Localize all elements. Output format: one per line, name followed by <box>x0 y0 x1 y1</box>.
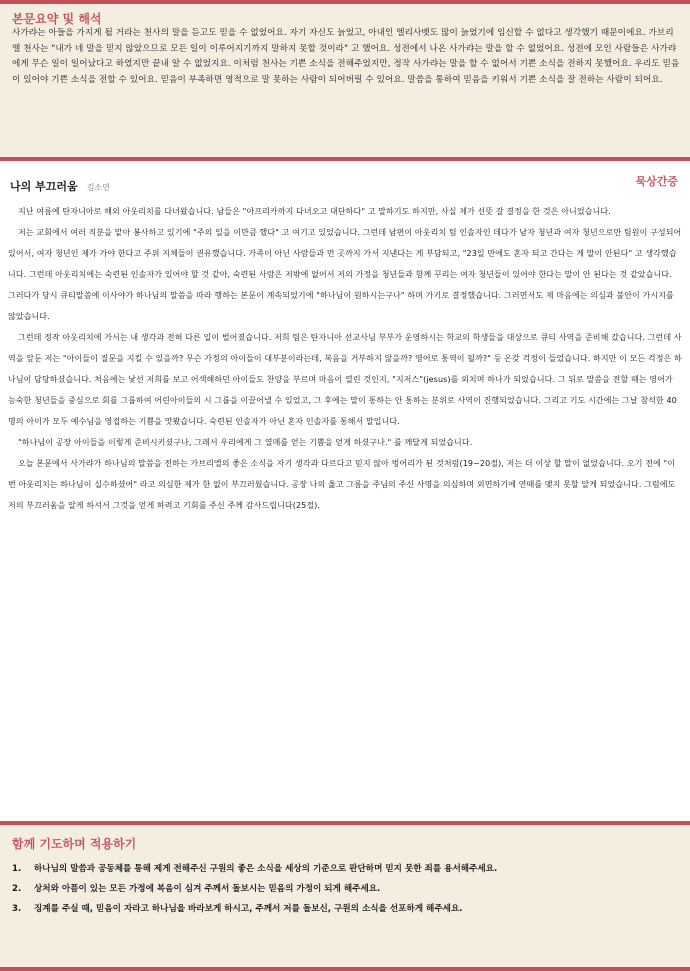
prayer-title: 함께 기도하며 적용하기 <box>12 837 137 851</box>
prayer-item <box>12 899 680 919</box>
prayer-item-text: 하나님의 말씀과 공동체를 통해 제게 전해주신 구원의 좋은 소식을 세상의 기준으로 판단하며 믿지 못한 죄를 용서해주세요. <box>34 864 498 874</box>
meditation-header <box>10 175 110 194</box>
meditation-paragraph: "하나님이 공장 아이들을 이렇게 준비시키셨구나, 그래서 우리에게 그 열매를 얻는 기쁨을 얻게 하셨구나." 를 깨달게 되었습니다. <box>18 438 473 447</box>
meditation-author: 김소연 <box>86 183 110 192</box>
prayer-list <box>12 859 680 919</box>
meditation-paragraph: 지난 여름에 탄자니아로 해외 아웃리치를 다녀왔습니다. 남들은 "아프리카까지 다녀오고 대단하다" 고 말하기도 하지만, 사실 제가 선뜻 갈 결정을 한 것은 아니었습니다. <box>18 207 611 216</box>
meditation-section <box>0 161 690 821</box>
prayer-item-number: 3. <box>12 904 22 914</box>
prayer-item-number: 2. <box>12 884 22 894</box>
summary-section <box>0 4 690 157</box>
summary-title: 본문요약 및 해석 <box>12 12 102 26</box>
bottom-divider <box>0 967 690 971</box>
meditation-paragraph: 그런데 정작 아웃리치에 가서는 내 생각과 전혀 다른 일이 벌어졌습니다. 저희 팀은 탄자니아 선교사님 부부가 운영하시는 학교의 학생들을 대상으로 큐티 사역을 준비해 갔습니다. 그런데 사역을 앞둔 저는 "아이들이 질문을 지킬 수 있을까? 무슨 가정의 아이들이 대부분이라는데, 복음을 거부하지 않을까? 영어로 통역이 될까?" 등 온갖 걱정이 들었습니다. 하지만 이 모든 걱정은 하나님이 담당하셨습니다. 처음에는 낯선 저희를 보고 어색해하던 아이들도 찬양을 부르며 마음이 열린 것인지, "지저스"(jesus)를 외치며 하나가 되었습니다. 그 뒤로 말씀을 전할 때는 영어가 능숙한 청년들을 중심으로 회를 그룹하여 어린아이들의 시 그룹을 이끌어낼 수 있었고, 그 후에는 말이 통하는 안 통하는 분위로 사역이 진행되었습니다. 그리고 기도 시간에는 그날 참석한 40명의 아이가 모두 예수님을 영접하는 기쁨을 맛봤습니다. 숙련된 인솔자가 아닌 혼자 인솔자를 통해서 말입니다. <box>8 333 682 426</box>
meditation-category: 묵상간증 <box>635 175 678 188</box>
summary-text: 사가랴는 아들을 가지게 될 거라는 천사의 말을 듣고도 믿을 수 없었어요. 자기 자신도 늙었고, 아내인 엘리사벳도 많이 늙었기에 임신할 수 없다고 생각했기 때문이에요. 가브리엘 천사는 "내가 네 말을 믿지 않았으므로 모든 일이 이루어지기까지 말하지 못할 것이라" 고 했어요. 성전에서 나온 사가랴는 말을 할 수 없었어요. 성전에 모인 사람들은 사가랴에게 무슨 일이 일어났다고 하였지만 끝내 알 수 없었지요. 이처럼 천사는 기쁜 소식을 전해주었지만, 정작 사가랴는 말을 할 수 없어서 기쁜 소식을 전하지 못했어요. 우리도 믿음이 있어야 기쁜 소식을 전할 수 있어요. 믿음이 부족하면 영적으로 말 못하는 사람이 되어버릴 수 있어요. 말씀을 통하여 믿음을 키워서 기쁜 소식을 잘 전하는 사람이 되어요. <box>12 28 680 85</box>
meditation-paragraph: 오늘 본문에서 사가랴가 하나님의 말씀을 전하는 가브리엘의 좋은 소식을 자기 생각과 다르다고 믿지 않아 벙어리가 된 것처럼(19~20절), 저는 더 이상 할 말이 없었습니다. 오기 전에 "이번 아웃리치는 하나님이 실수하셨어" 라고 의심한 제가 한 없이 부끄러웠습니다. 공장 나의 옳고 그름을 주님의 주신 사명을 의심하며 외면하기에 연때를 맺지 못할 알게 되었습니다. 그럼에도 저의 부끄러움을 알게 하셔서 그것을 얻게 하려고 기회를 주신 주께 감사드립니다(25절). <box>8 459 676 510</box>
prayer-item <box>12 879 680 899</box>
meditation-title: 나의 부끄러움 <box>10 180 78 193</box>
meditation-body <box>8 201 682 516</box>
prayer-item-text: 징계를 주실 때, 믿음이 자라고 하나님을 바라보게 하시고, 주께서 저를 돌보신, 구원의 소식을 선포하게 해주세요. <box>34 904 463 914</box>
meditation-paragraph: 저는 교회에서 여러 직분을 맡아 봉사하고 있기에 "주의 일을 이만큼 했다" 고 여기고 있었습니다. 그런데 남편이 아웃리치 팀 인솔자인 데다가 남자 청년과 여자 청년으로만 팀원이 구성되어 있어서, 여자 청년인 제가 가야 한다고 주위 지체들이 권유했습니다. 가족이 아닌 사람들과 먼 곳까지 가서 지낸다는 게 부담되고, "23일 만에도 혼자 되고 간다는 게 말이 안된다" 고 생각했습니다. 그런데 아웃리치에는 숙련된 인솔자가 있어야 할 것 같아, 숙련된 사람은 저밖에 없어서 저의 가정을 청년들과 함께 꾸리는 여자 청년들이 있어야 한다는 말이 안 된다는 것 같았습니다. 그러다가 당시 큐티말씀에 이사야가 하나님의 말씀을 따라 행하는 본문이 계속되었기에 "하나님이 원하시는구나" 하며 가기로 결정했습니다. 그러면서도 제 마음에는 의심과 불안이 가시지를 않았습니다. <box>8 228 682 321</box>
prayer-item-number: 1. <box>12 864 22 874</box>
prayer-section <box>0 825 690 967</box>
prayer-item <box>12 859 680 879</box>
prayer-item-text: 상처와 아픔이 있는 모든 가정에 복음이 심겨 주께서 돌보시는 믿음의 가정이 되게 해주세요. <box>34 884 381 894</box>
